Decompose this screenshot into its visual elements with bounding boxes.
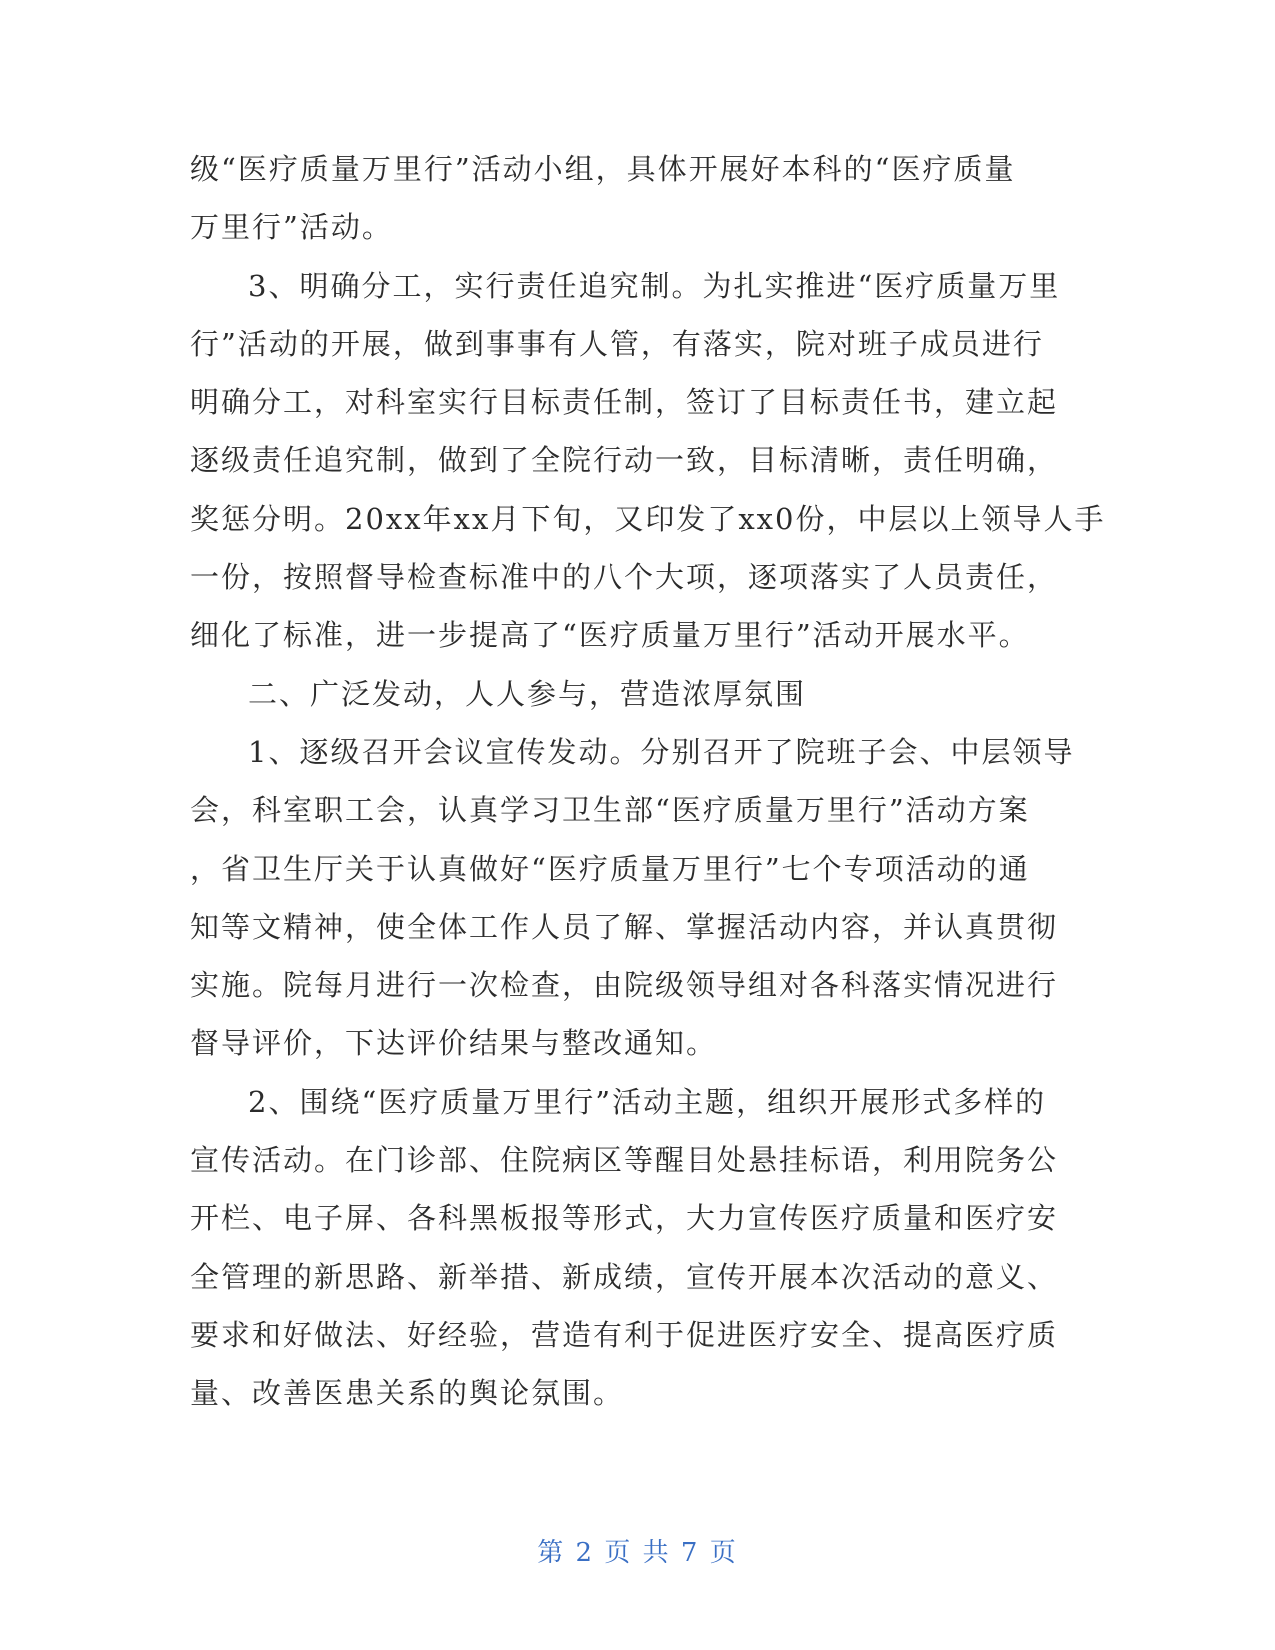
text-line: 细化了标准，进一步提高了“医疗质量万里行”活动开展水平。 xyxy=(190,618,1030,653)
text-line: 实施。院每月进行一次检查，由院级领导组对各科落实情况进行 xyxy=(190,968,1059,1003)
text-line: 宣传活动。在门诊部、住院病区等醒目处悬挂标语，利用院务公 xyxy=(190,1143,1059,1178)
paragraph-start-line: 3、明确分工，实行责任追究制。为扎实推进“医疗质量万里 xyxy=(248,268,1061,303)
document-body xyxy=(190,140,1106,1423)
text-line: 量、改善医患关系的舆论氛围。 xyxy=(190,1376,625,1411)
text-line: 逐级责任追究制，做到了全院行动一致，目标清晰，责任明确， xyxy=(190,443,1059,478)
text-line: 开栏、电子屏、各科黑板报等形式，大力宣传医疗质量和医疗安 xyxy=(190,1201,1059,1236)
text-line: 奖惩分明。20xx年xx月下旬，又印发了xx0份，中层以上领导人手 xyxy=(190,501,1106,536)
text-line: 一份，按照督导检查标准中的八个大项，逐项落实了人员责任， xyxy=(190,560,1059,595)
text-line: 会，科室职工会，认真学习卫生部“医疗质量万里行”活动方案 xyxy=(190,793,1030,828)
text-line: ，省卫生厅关于认真做好“医疗质量万里行”七个专项活动的通 xyxy=(190,851,1030,886)
text-line: 知等文精神，使全体工作人员了解、掌握活动内容，并认真贯彻 xyxy=(190,909,1059,944)
page-number-footer: 第 2 页 共 7 页 xyxy=(537,1538,738,1568)
text-line: 督导评价，下达评价结果与整改通知。 xyxy=(190,1026,718,1061)
text-line: 行”活动的开展，做到事事有人管，有落实，院对班子成员进行 xyxy=(190,326,1044,361)
text-line: 级“医疗质量万里行”活动小组，具体开展好本科的“医疗质量 xyxy=(190,152,1016,186)
section-heading: 二、广泛发动，人人参与，营造浓厚氛围 xyxy=(248,676,807,711)
text-line: 万里行”活动。 xyxy=(190,210,393,245)
text-line: 全管理的新思路、新举措、新成绩，宣传开展本次活动的意义、 xyxy=(190,1259,1059,1294)
paragraph-start-line: 2、围绕“医疗质量万里行”活动主题，组织开展形式多样的 xyxy=(248,1084,1047,1119)
text-line: 要求和好做法、好经验，营造有利于促进医疗安全、提高医疗质 xyxy=(190,1317,1059,1352)
text-line: 明确分工，对科室实行目标责任制，签订了目标责任书，建立起 xyxy=(190,385,1059,420)
paragraph-start-line: 1、逐级召开会议宣传发动。分别召开了院班子会、中层领导 xyxy=(248,734,1075,769)
